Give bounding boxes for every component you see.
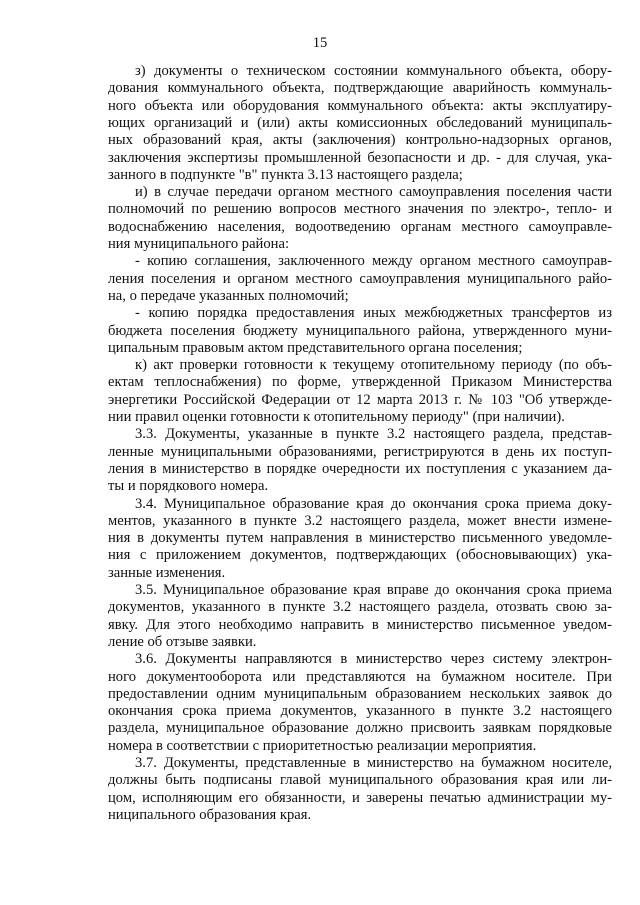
text-line: ления в министерство в порядке очередности их поступления с указанием да- [108, 460, 612, 477]
text-line: водоснабжению населения, водоотведению органам местного самоуправле- [108, 218, 612, 235]
text-line: ление об отзыве заявки. [108, 633, 257, 650]
text-line: ющих организаций и (или) акты комиссионных обследований муниципаль- [108, 114, 612, 131]
text-line: 3.4. Муниципальное образование края до окончания срока приема доку- [135, 495, 612, 512]
text-line: ного объекта или оборудования коммунального объекта: акты эксплуатиру- [108, 97, 612, 114]
text-line: ния в документы путем направления в министерство письменного уведомле- [108, 530, 612, 547]
text-line: и) в случае передачи органом местного самоуправления поселения части [135, 184, 612, 201]
text-line: бюджета поселения бюджету муниципального района, утвержденного муни- [108, 322, 612, 339]
text-line: номера в соответствии с приоритетностью реализации мероприятия. [108, 737, 537, 754]
text-line: - копию соглашения, заключенного между органом местного самоуправ- [135, 253, 612, 270]
text-line: раздела, муниципальное образование должно присвоить заявкам порядковые [108, 720, 612, 737]
text-line: 3.6. Документы направляются в министерство через систему электрон- [135, 651, 612, 668]
text-line: ния муниципального района: [108, 236, 290, 252]
text-line: ты и порядкового номера. [108, 478, 269, 495]
text-line: предоставлении одним муниципальным образованием нескольких заявок до [108, 685, 612, 702]
text-line: ментов, указанного в пункте 3.2 настоящего раздела, может внести измене- [108, 512, 612, 529]
text-line: ного документооборота или представляются на бумажном носителе. При [108, 668, 612, 685]
text-line: должны быть подписаны главой муниципального образования края или ли- [108, 772, 612, 789]
text-line: нии правил оценки готовности к отопительному периоду" (при наличии). [108, 409, 565, 425]
text-line: з) документы о техническом состоянии коммунального объекта, обору- [135, 63, 612, 79]
text-line: к) акт проверки готовности к текущему отопительному периоду (по объ- [135, 357, 612, 374]
text-line: ния с приложением документов, подтверждающих (обосновывающих) ука- [108, 547, 612, 564]
text-line: ленные муниципальными образованиями, регистрируются в день их поступ- [108, 443, 612, 460]
text-line: ектам теплоснабжения) по форме, утвержденной Приказом Министерства [108, 374, 612, 391]
text-line: занного в подпункте "в" пункта 3.13 настоящего раздела; [108, 166, 463, 183]
text-line: цом, исполняющим его обязанности, и заверены печатью администрации му- [108, 789, 612, 806]
text-line: дования коммунального объекта, подтверждающие аварийность коммуналь- [108, 80, 612, 97]
text-line: ниципального образования края. [108, 806, 312, 823]
text-line: явку. Для этого необходимо направить в министерство письменное уведом- [108, 616, 612, 633]
text-line: 3.5. Муниципальное образование края вправе до окончания срока приема [135, 582, 612, 598]
text-line: ления поселения и органом местного самоуправления муниципального райо- [108, 270, 612, 287]
page-number: 15 [312, 35, 328, 51]
text-line: 3.7. Документы, представленные в министерство на бумажном носителе, [135, 755, 612, 771]
text-line: документов, указанного в пункте 3.2 настоящего раздела, отозвать свою за- [108, 599, 612, 616]
text-line: на, о передаче указанных полномочий; [108, 287, 349, 304]
text-line: полномочий по решению вопросов местного значения по электро-, тепло- и [108, 201, 612, 218]
text-line: окончания срока приема документов, указанного в пункте 3.2 настоящего [108, 703, 612, 720]
text-line: ципальным правовым актом представительного органа поселения; [108, 339, 523, 356]
text-line: занные изменения. [108, 564, 226, 581]
text-line: заключения экспертизы промышленной безопасности и др. - для случая, ука- [108, 149, 612, 166]
text-line: - копию порядка предоставления иных межбюджетных трансфертов из [135, 305, 612, 322]
text-line: 3.3. Документы, указанные в пункте 3.2 настоящего раздела, представ- [135, 426, 612, 443]
text-line: ных образований края, акты (заключения) контрольно-надзорных органов, [108, 132, 612, 149]
text-line: энергетики Российской Федерации от 12 марта 2013 г. № 103 "Об утвержде- [108, 391, 612, 408]
